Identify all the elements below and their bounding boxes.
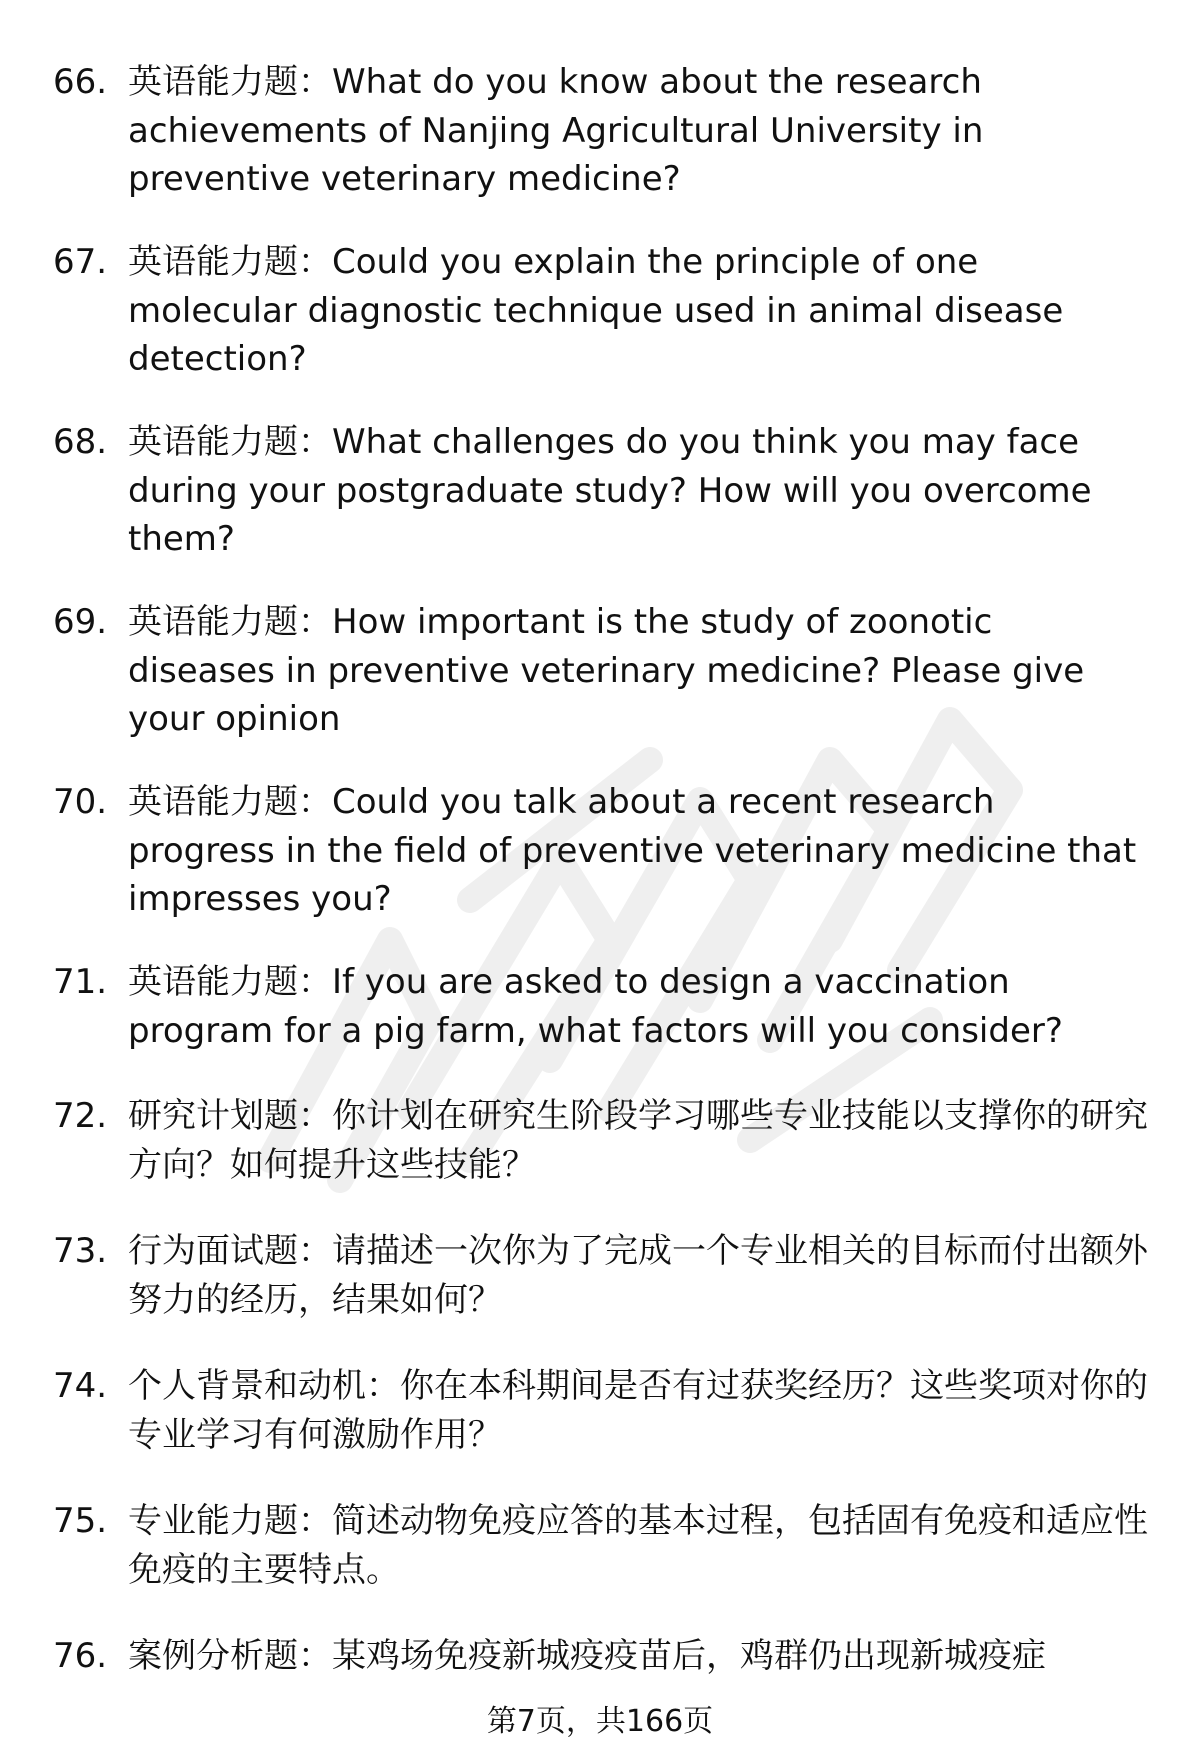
question-text bbox=[128, 1227, 1148, 1324]
question-number: 76. bbox=[53, 1636, 108, 1676]
question-number: 73. bbox=[53, 1231, 108, 1271]
question-body: 你在本科期间是否有过获奖经历？这些奖项对你的专业学习有何激励作用？ bbox=[128, 1366, 1148, 1455]
question-number: 74. bbox=[53, 1366, 108, 1406]
question-number: 69. bbox=[53, 602, 108, 642]
question-text bbox=[128, 418, 1148, 564]
question-number: 72. bbox=[53, 1096, 108, 1136]
question-category: 研究计划题： bbox=[128, 1096, 332, 1136]
question-body: Could you talk about a recent research progress in the field of preventive veterinary medicine that impresses you? bbox=[128, 782, 1137, 919]
question-text bbox=[128, 1497, 1148, 1594]
question-number: 75. bbox=[53, 1501, 108, 1541]
question-category: 英语能力题： bbox=[128, 782, 332, 822]
question-body: What do you know about the research achievements of Nanjing Agricultural University in preventive veterinary medicine? bbox=[128, 62, 984, 199]
question-body: Could you explain the principle of one molecular diagnostic technique used in animal disease detection? bbox=[128, 242, 1064, 379]
question-body: What challenges do you think you may face during your postgraduate study? How will you overcome them? bbox=[128, 422, 1092, 559]
question-number: 67. bbox=[53, 242, 108, 282]
question-number: 68. bbox=[53, 422, 108, 462]
question-number: 70. bbox=[53, 782, 108, 822]
question-body: How important is the study of zoonotic diseases in preventive veterinary medicine? Please give your opinion bbox=[128, 602, 1085, 739]
question-text bbox=[128, 598, 1148, 744]
question-body: If you are asked to design a vaccination program for a pig farm, what factors will you consider? bbox=[128, 962, 1063, 1051]
question-body: 某鸡场免疫新城疫疫苗后，鸡群仍出现新城疫症 bbox=[332, 1636, 1046, 1676]
question-text bbox=[128, 238, 1148, 384]
question-category: 英语能力题： bbox=[128, 422, 332, 462]
question-text bbox=[128, 958, 1148, 1055]
question-number: 71. bbox=[53, 962, 108, 1002]
question-category: 英语能力题： bbox=[128, 242, 332, 282]
question-category: 英语能力题： bbox=[128, 62, 332, 102]
question-body: 请描述一次你为了完成一个专业相关的目标而付出额外努力的经历，结果如何？ bbox=[128, 1231, 1148, 1320]
question-category: 英语能力题： bbox=[128, 602, 332, 642]
page-number-footer: 第7页，共166页 bbox=[486, 1704, 714, 1739]
question-category: 行为面试题： bbox=[128, 1231, 332, 1271]
question-body: 你计划在研究生阶段学习哪些专业技能以支撑你的研究方向？如何提升这些技能？ bbox=[128, 1096, 1148, 1185]
question-category: 英语能力题： bbox=[128, 962, 332, 1002]
question-category: 案例分析题： bbox=[128, 1636, 332, 1676]
question-text bbox=[128, 58, 1148, 204]
question-text bbox=[128, 1362, 1148, 1459]
question-text bbox=[128, 1632, 1148, 1681]
question-text bbox=[128, 1092, 1148, 1189]
question-category: 个人背景和动机： bbox=[128, 1366, 400, 1406]
question-body: 简述动物免疫应答的基本过程，包括固有免疫和适应性免疫的主要特点。 bbox=[128, 1501, 1148, 1590]
question-number: 66. bbox=[53, 62, 108, 102]
question-category: 专业能力题： bbox=[128, 1501, 332, 1541]
question-text bbox=[128, 778, 1148, 924]
